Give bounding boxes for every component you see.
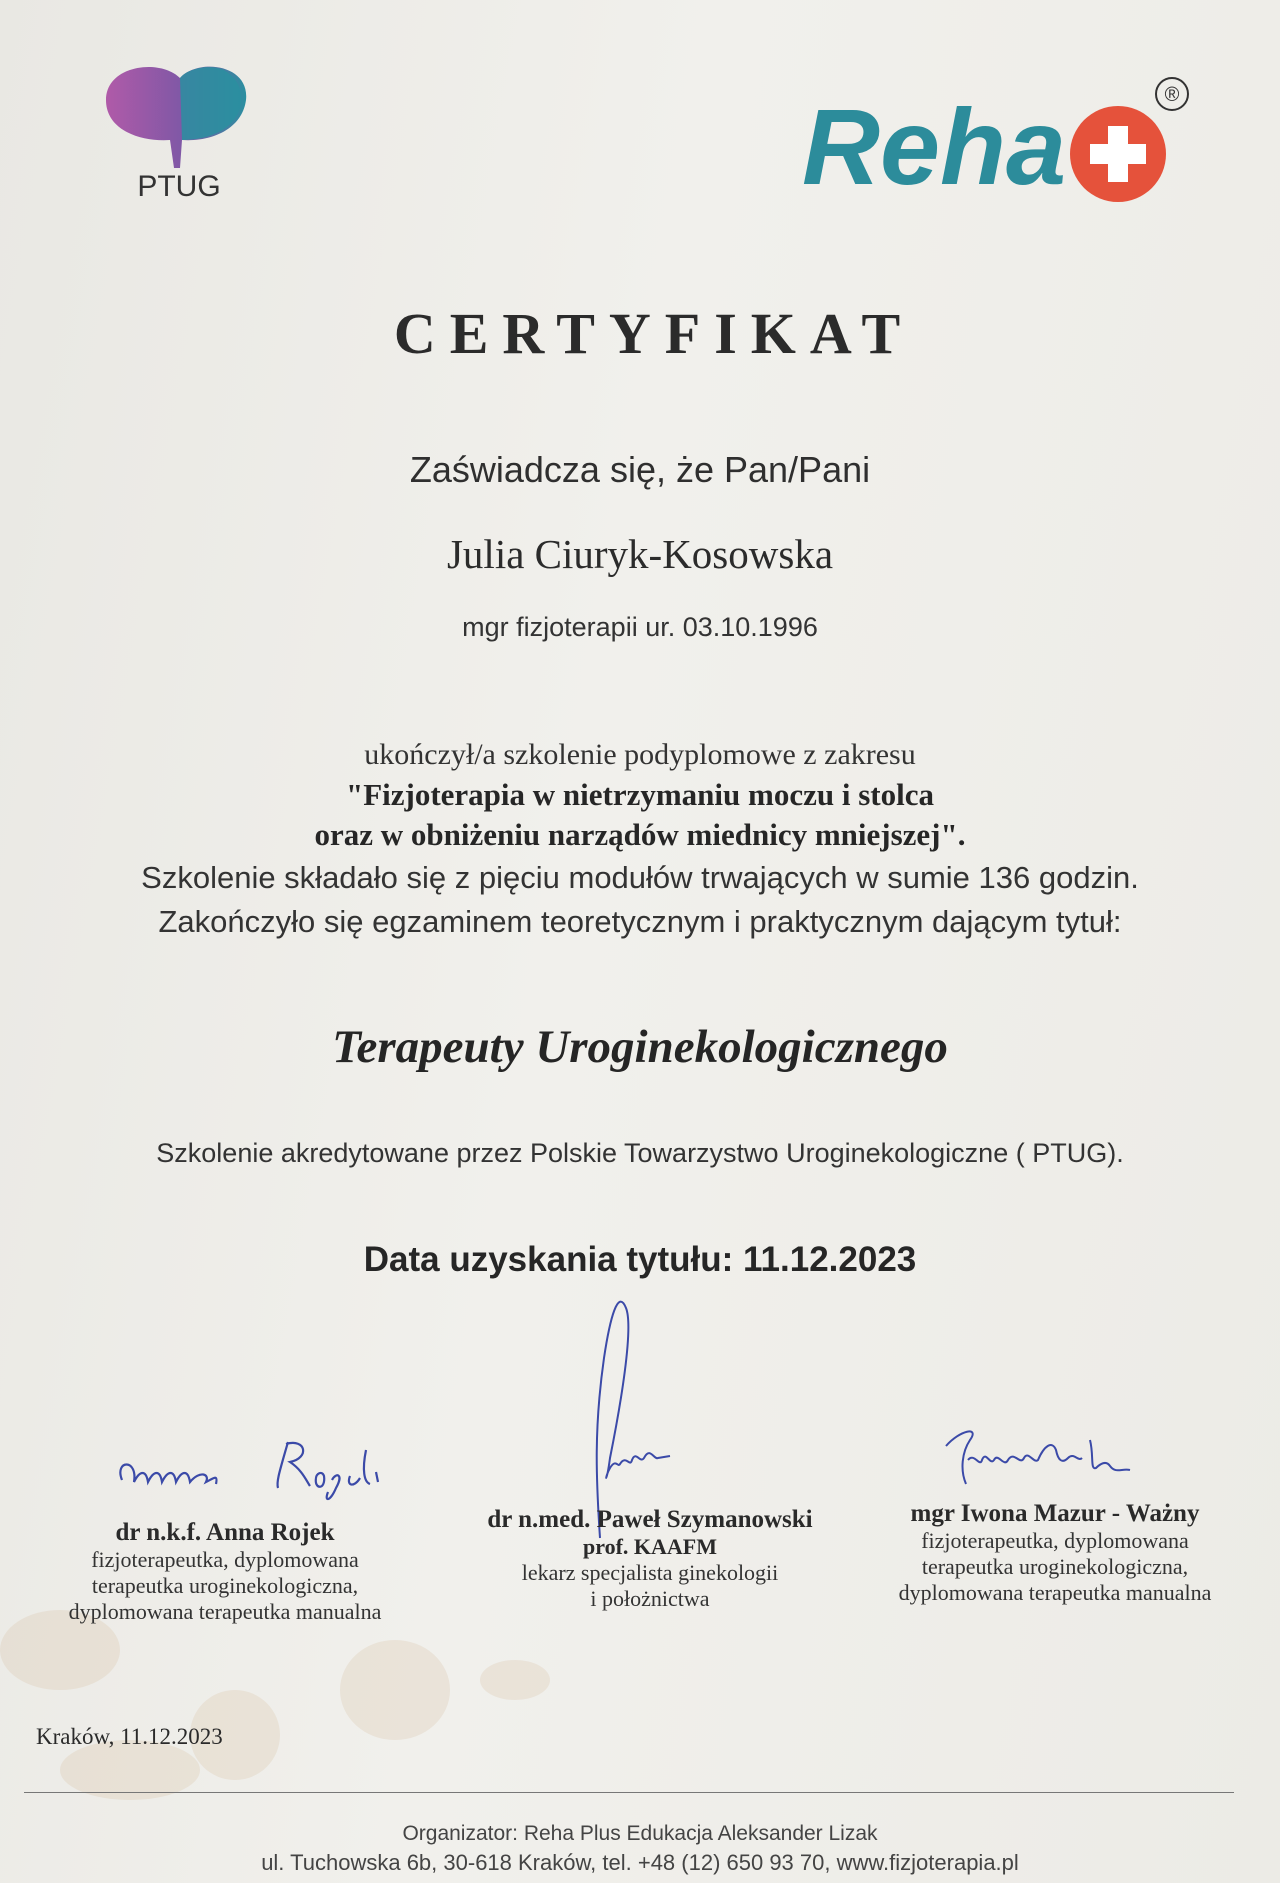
degree-line: mgr fizjoterapii ur. 03.10.1996 xyxy=(462,612,818,642)
signature-rojek xyxy=(110,1430,390,1510)
signatory-szymanowski xyxy=(440,1506,860,1612)
course-title-line-1: "Fizjoterapia w nietrzymaniu moczu i stolca xyxy=(345,777,934,812)
reha-plus-logo xyxy=(800,74,1200,204)
signatory-role: fizjoterapeutka, dyplomowana xyxy=(91,1547,359,1572)
title-date: Data uzyskania tytułu: 11.12.2023 xyxy=(363,1240,917,1279)
course-title-line-2: oraz w obniżeniu narządów miednicy mniejszej". xyxy=(314,817,966,852)
signatory-role: dyplomowana terapeutka manualna xyxy=(68,1599,382,1624)
signatory-name: mgr Iwona Mazur - Ważny xyxy=(910,1500,1200,1527)
awarded-title: Terapeuty Uroginekologicznego xyxy=(332,1021,948,1073)
signatory-mazur-wazny xyxy=(860,1500,1250,1606)
accreditation-line: Szkolenie akredytowane przez Polskie Towarzystwo Uroginekologiczne ( PTUG). xyxy=(156,1138,1124,1168)
exam-line: Zakończyło się egzaminem teoretycznym i praktycznym dającym tytuł: xyxy=(158,904,1122,939)
place-and-date: Kraków, 11.12.2023 xyxy=(36,1724,223,1749)
intro-text: Zaświadcza się, że Pan/Pani xyxy=(409,449,871,490)
completed-line: ukończył/a szkolenie podyplomowe z zakresu xyxy=(364,738,916,771)
signatory-role: lekarz specjalista ginekologii xyxy=(521,1560,779,1585)
reha-logo-text: Reha xyxy=(802,86,1067,204)
footer-organizer: Organizator: Reha Plus Edukacja Aleksander Lizak xyxy=(402,1822,878,1845)
footer-address: ul. Tuchowska 6b, 30-618 Kraków, tel. +48 (12) 650 93 70, www.fizjoterapia.pl xyxy=(261,1850,1019,1875)
certificate-title: CERTYFIKAT xyxy=(393,301,915,366)
ptug-logo-label: PTUG xyxy=(137,170,221,203)
paper-stain xyxy=(480,1660,550,1700)
signatory-rojek xyxy=(30,1519,420,1625)
footer-divider xyxy=(24,1792,1234,1793)
signatory-subtitle: prof. KAAFM xyxy=(582,1534,718,1559)
modules-line: Szkolenie składało się z pięciu modułów trwających w sumie 136 godzin. xyxy=(141,860,1139,895)
registered-mark: ® xyxy=(1164,84,1180,106)
signature-mazur-wazny xyxy=(940,1420,1140,1500)
signatory-role: fizjoterapeutka, dyplomowana xyxy=(921,1528,1189,1553)
signatory-role: terapeutka uroginekologiczna, xyxy=(921,1554,1189,1579)
signatory-role: i położnictwa xyxy=(590,1586,710,1611)
recipient-name: Julia Ciuryk-Kosowska xyxy=(446,531,834,577)
signatory-role: terapeutka uroginekologiczna, xyxy=(91,1573,359,1598)
signatory-role: dyplomowana terapeutka manualna xyxy=(898,1580,1212,1605)
paper-stain xyxy=(340,1640,450,1740)
signatory-name: dr n.med. Paweł Szymanowski xyxy=(487,1506,813,1533)
signatory-name: dr n.k.f. Anna Rojek xyxy=(115,1519,335,1546)
